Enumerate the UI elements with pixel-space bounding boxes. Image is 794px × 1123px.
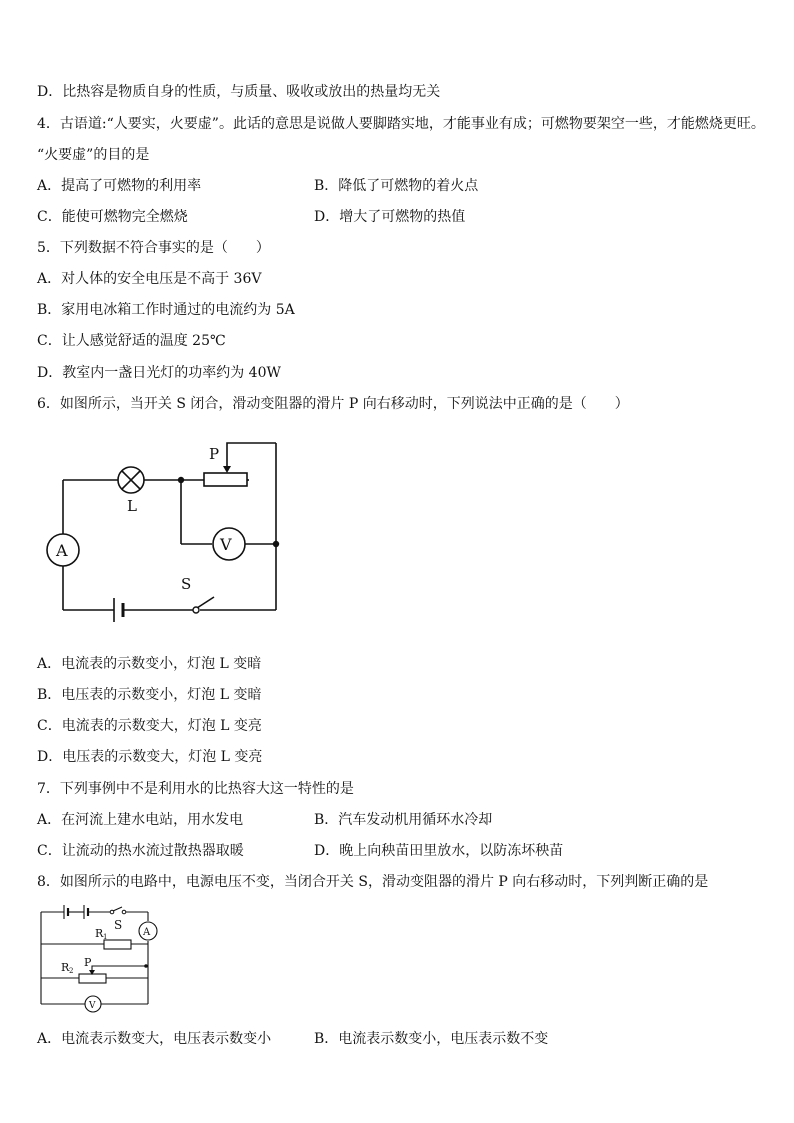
label-a: A <box>56 541 68 560</box>
label-v: V <box>220 535 232 554</box>
label-l: L <box>127 497 137 515</box>
q6-option-d: D．电压表的示数变大，灯泡 L 变亮 <box>37 749 263 765</box>
q4-stem-line1: 4．古语道:“人要实，火要虚”。此话的意思是说做人要脚踏实地，才能事业有成；可燃物要架空一些，才能燃烧更旺。 <box>37 116 765 132</box>
q8-label-p: P <box>84 956 92 969</box>
q7-option-c: C．让流动的热水流过散热器取暖 <box>37 843 244 859</box>
q4-option-d: D．增大了可燃物的热值 <box>314 209 466 225</box>
q8-option-b: B．电流表示数变小，电压表示数不变 <box>314 1031 549 1047</box>
q5-option-c: C．让人感觉舒适的温度 25℃ <box>37 333 226 349</box>
q4-option-c: C．能使可燃物完全燃烧 <box>37 209 188 225</box>
q5-stem: 5．下列数据不符合事实的是（ ） <box>37 240 270 256</box>
q8-label-v: V <box>89 1001 96 1011</box>
q7-stem: 7．下列事例中不是利用水的比热容大这一特性的是 <box>37 781 354 797</box>
label-p: P <box>209 445 220 463</box>
q8-label-r1-sub: 1 <box>103 933 108 941</box>
q8-option-a: A．电流表示数变大，电压表示数变小 <box>37 1031 272 1047</box>
q8-r2-symbol <box>79 974 106 983</box>
q4-option-a: A．提高了可燃物的利用率 <box>37 178 202 194</box>
q7-option-d: D．晚上向秧苗田里放水，以防冻坏秧苗 <box>314 843 564 859</box>
q6-option-a: A．电流表的示数变小，灯泡 L 变暗 <box>37 656 262 672</box>
q7-option-a: A．在河流上建水电站，用水发电 <box>37 812 244 828</box>
label-s: S <box>181 575 192 593</box>
q8-label-a: A <box>143 927 151 938</box>
q8-label-r2: R <box>61 961 70 974</box>
q5-option-b: B．家用电冰箱工作时通过的电流约为 5A <box>37 302 295 318</box>
q6-option-b: B．电压表的示数变小，灯泡 L 变暗 <box>37 687 262 703</box>
q5-option-d: D．教室内一盏日光灯的功率约为 40W <box>37 365 281 381</box>
q8-label-r2-sub: 2 <box>69 967 74 975</box>
q8-label-r1: R <box>95 927 104 940</box>
q8-stem: 8．如图所示的电路中，电源电压不变，当闭合开关 S，滑动变阻器的滑片 P 向右移动时，下列判断正确的是 <box>37 874 709 890</box>
q4-option-b: B．降低了可燃物的着火点 <box>314 178 479 194</box>
q8-r1-symbol <box>104 940 131 949</box>
q5-option-a: A．对人体的安全电压是不高于 36V <box>37 271 262 287</box>
q6-option-c: C．电流表的示数变大，灯泡 L 变亮 <box>37 718 262 734</box>
q4-stem-line2: “火要虚”的目的是 <box>37 147 150 163</box>
q8-label-s: S <box>114 918 123 932</box>
q3-option-d: D．比热容是物质自身的性质，与质量、吸收或放出的热量均无关 <box>37 84 441 100</box>
q6-stem: 6．如图所示，当开关 S 闭合，滑动变阻器的滑片 P 向右移动时，下列说法中正确的是（ ） <box>37 396 629 412</box>
q7-option-b: B．汽车发动机用循环水冷却 <box>314 812 493 828</box>
